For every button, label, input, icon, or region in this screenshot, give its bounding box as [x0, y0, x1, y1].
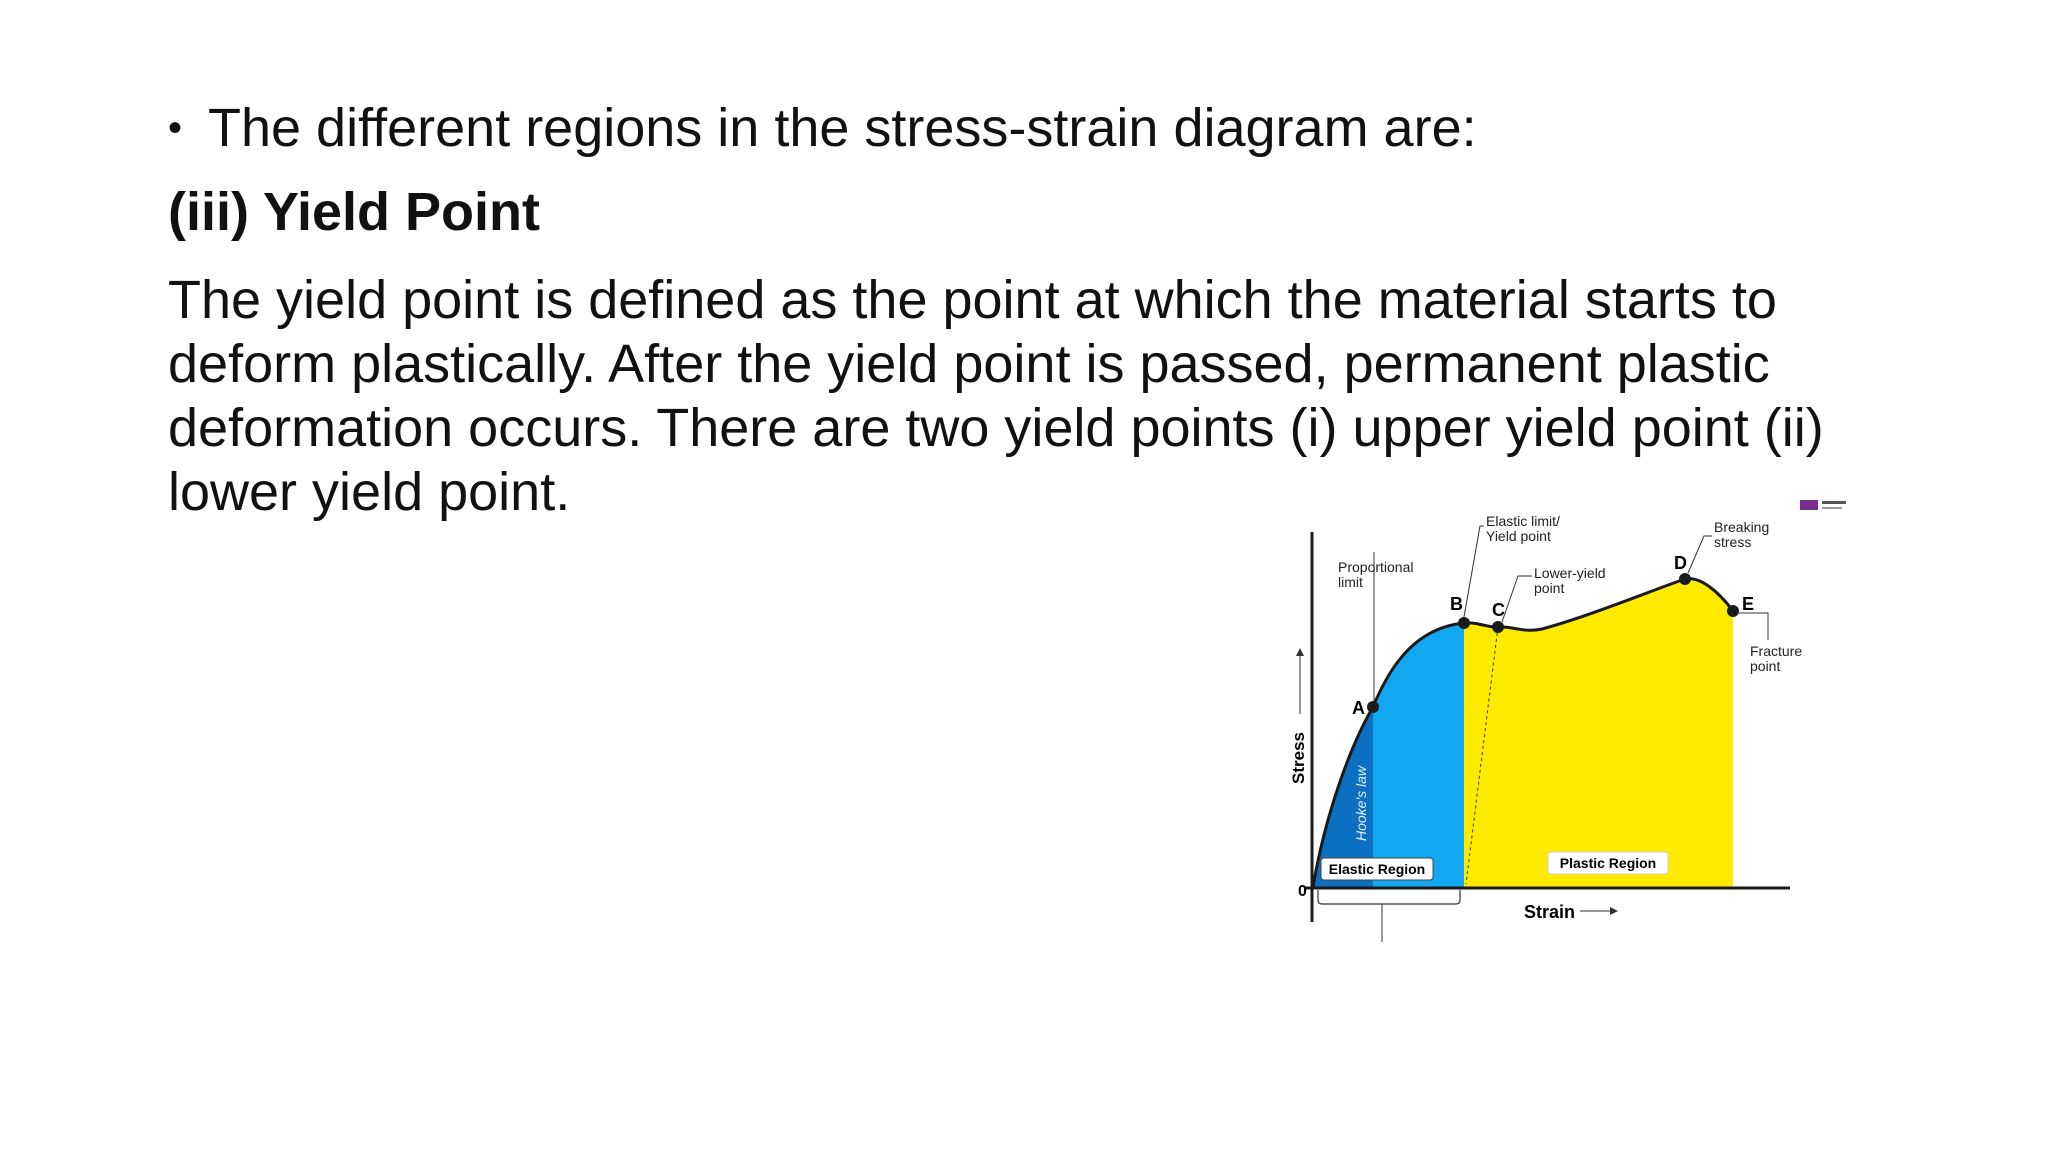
proportional-label-1: Proportional [1338, 559, 1414, 575]
fracture-callout-line [1738, 613, 1768, 640]
point-a-marker [1367, 701, 1379, 713]
point-c-marker [1492, 621, 1504, 633]
fracture-label-2: point [1750, 658, 1781, 674]
stress-strain-diagram [1290, 496, 1860, 956]
elastic-bracket [1318, 890, 1460, 904]
lower-yield-label-1: Lower-yield [1534, 565, 1606, 581]
bullet-item [168, 92, 1477, 164]
lower-yield-callout-line [1502, 576, 1532, 622]
section-heading: (iii) Yield Point [168, 182, 541, 242]
elastic-limit-label-1: Elastic limit/ [1486, 513, 1560, 529]
diagram-svg [1290, 496, 1860, 956]
elastic-limit-callout-line [1464, 526, 1484, 617]
y-arrow-icon [1296, 648, 1304, 656]
point-c-label: C [1492, 600, 1505, 620]
x-axis-label: Strain [1524, 902, 1576, 922]
breaking-label-2: stress [1714, 534, 1752, 550]
plastic-region-fill [1464, 579, 1733, 887]
point-e-marker [1727, 605, 1739, 617]
plastic-region-label: Plastic Region [1559, 855, 1657, 871]
point-a-label: A [1352, 698, 1365, 718]
point-e-label: E [1742, 594, 1755, 614]
elastic-limit-label-2: Yield point [1486, 528, 1551, 544]
body-paragraph: The yield point is defined as the point at which the material starts to deform plastically. After the yield point is passed, permanent plastic deformation occurs. There are two yield points (i) upper yield point (ii) lower yield point. [168, 270, 1824, 522]
point-b-marker [1458, 617, 1470, 629]
breaking-callout-line [1688, 536, 1712, 573]
breaking-label-1: Breaking [1714, 519, 1770, 535]
x-arrow-icon [1610, 907, 1618, 915]
proportional-label-2: limit [1338, 574, 1363, 590]
point-d-marker [1679, 573, 1691, 585]
bullet-dot-icon: • [168, 106, 183, 150]
hookes-law-label: Hooke's law [1353, 765, 1369, 841]
point-d-label: D [1674, 553, 1687, 573]
origin-label: 0 [1298, 883, 1307, 900]
publisher-logo [1800, 500, 1846, 510]
y-axis-label: Stress [1290, 732, 1308, 784]
fracture-label-1: Fracture [1750, 643, 1803, 659]
lower-yield-label-2: point [1534, 580, 1565, 596]
elastic-region-label: Elastic Region [1328, 861, 1426, 877]
bullet-text: The different regions in the stress-strain diagram are: [208, 98, 1477, 158]
point-b-label: B [1450, 594, 1463, 614]
